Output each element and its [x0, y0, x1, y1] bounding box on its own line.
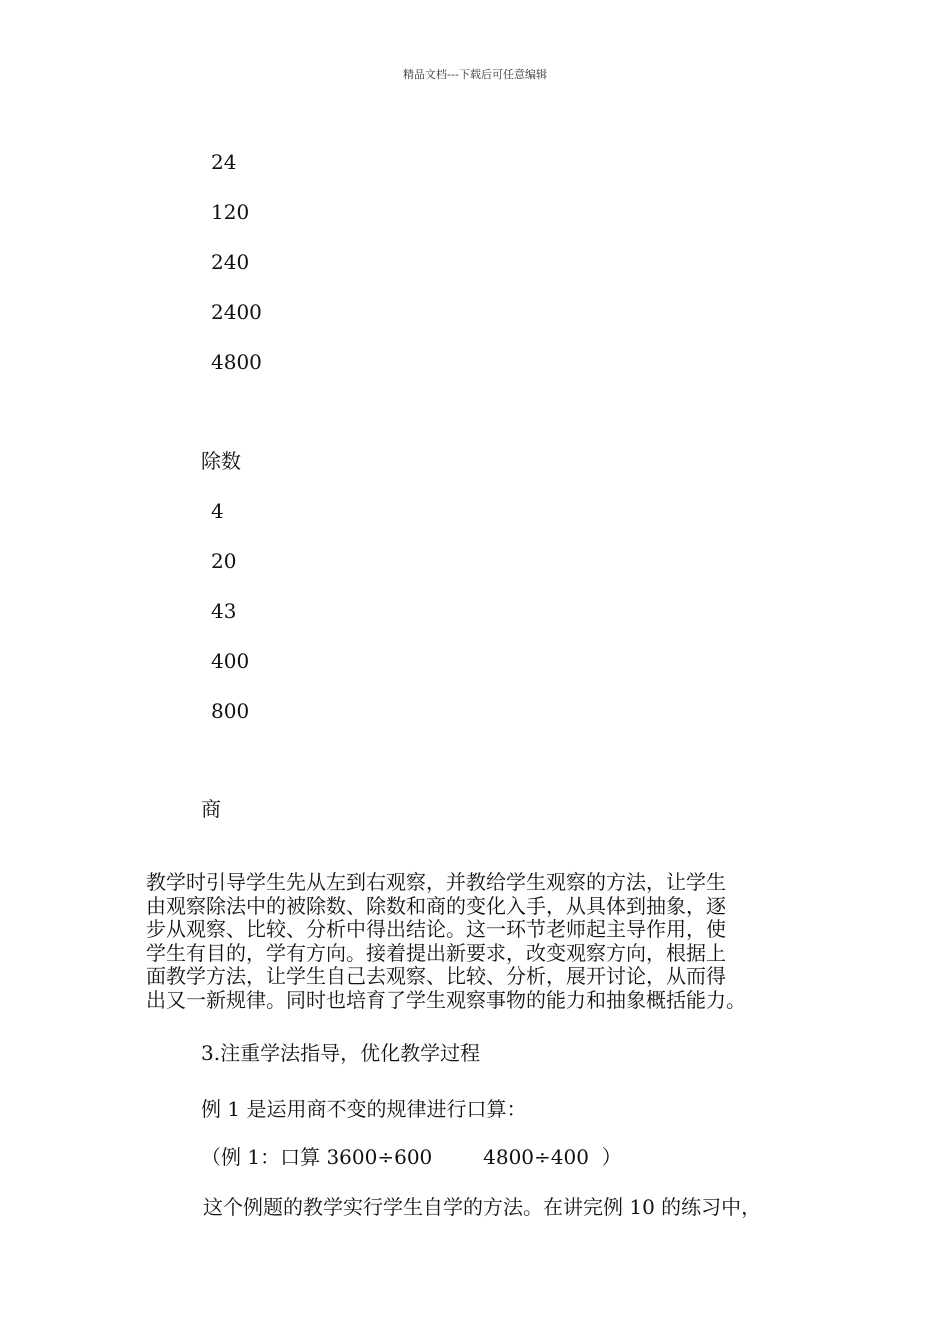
divisor-value: 43 [211, 599, 237, 623]
example-intro: 例 1 是运用商不变的规律进行口算： [201, 1097, 527, 1121]
example-line: （例 1：口算 3600÷600 4800÷400 ） [201, 1145, 622, 1169]
paragraph-line: 出又一新规律。同时也培育了学生观察事物的能力和抽象概括能力。 [146, 987, 746, 1012]
paragraph-line: 步从观察、比较、分析中得出结论。这一环节老师起主导作用，使 [146, 917, 726, 941]
divisor-label: 除数 [201, 449, 241, 473]
dividend-value: 120 [211, 200, 250, 224]
divisor-value: 400 [211, 649, 250, 673]
dividend-value: 24 [211, 150, 237, 174]
paragraph-line: 教学时引导学生先从左到右观察，并教给学生观察的方法，让学生 [146, 870, 726, 894]
page-header: 精品文档---下载后可任意编辑 [403, 68, 547, 81]
quotient-label: 商 [201, 797, 221, 821]
dividend-value: 240 [211, 250, 250, 274]
paragraph-line: 面教学方法，让学生自己去观察、比较、分析，展开讨论，从而得 [146, 964, 726, 988]
paragraph-line: 由观察除法中的被除数、除数和商的变化入手，从具体到抽象，逐 [146, 893, 726, 918]
paragraph-line: 学生有目的，学有方向。接着提出新要求，改变观察方向，根据上 [146, 940, 726, 965]
closing-line: 这个例题的教学实行学生自学的方法。在讲完例 10 的练习中， [203, 1195, 762, 1219]
divisor-value: 20 [211, 549, 237, 573]
body-paragraph [146, 871, 816, 1012]
dividend-value: 4800 [211, 350, 262, 374]
divisor-value: 4 [211, 499, 224, 523]
section-heading: 3.注重学法指导，优化教学过程 [201, 1041, 481, 1065]
divisor-value: 800 [211, 699, 250, 723]
dividend-value: 2400 [211, 300, 262, 324]
